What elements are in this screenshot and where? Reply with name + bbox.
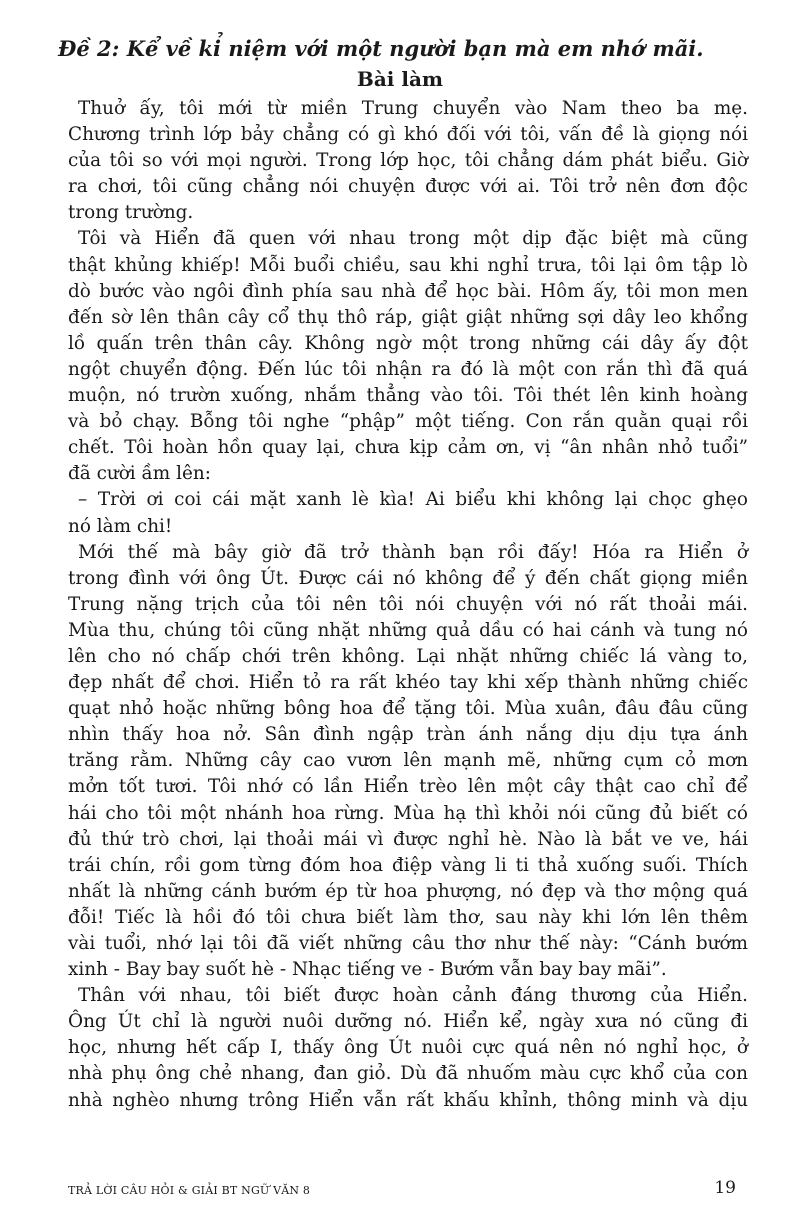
text-line: trong trường. (68, 202, 194, 224)
text-line: đã cười ầm lên: (68, 463, 211, 485)
text-line: đến sờ lên thân cây cổ thụ thô ráp, giật giật những sợi dây leo khổng (68, 306, 748, 328)
page-number: 19 (714, 1178, 736, 1198)
text-line: Mùa thu, chúng tôi cũng nhặt những quả dầu có hai cánh và tung nó (68, 619, 748, 641)
text-line: và bỏ chạy. Bỗng tôi nghe “phập” một tiếng. Con rắn quằn quại rồi (68, 411, 748, 433)
text-line: chết. Tôi hoàn hồn quay lại, chưa kịp cảm ơn, vị “ân nhân nhỏ tuổi” (68, 437, 748, 459)
text-line: nó làm chi! (68, 515, 173, 537)
text-line: đỗi! Tiếc là hồi đó tôi chưa biết làm thơ, sau này khi lớn lên thêm (68, 906, 748, 928)
text-line: Ông Út chỉ là người nuôi dưỡng nó. Hiển kể, ngày xưa nó cũng đi (68, 1011, 748, 1033)
answer-heading: Bài làm (356, 67, 444, 91)
text-line: trăng rằm. Những cây cao vươn lên mạnh mẽ, những cụm cỏ mơn (68, 750, 748, 772)
text-line: của tôi so với mọi người. Trong lớp học, tôi chẳng dám phát biểu. Giờ (68, 150, 748, 172)
text-line: nhìn thấy hoa nở. Sân đình ngập tràn ánh nắng dịu dịu tựa ánh (68, 724, 748, 746)
text-line: ngột chuyển động. Đến lúc tôi nhận ra đó là một con rắn thì đã quá (68, 358, 748, 380)
exercise-label: Đề 2: (58, 36, 127, 61)
text-line: hái cho tôi một nhánh hoa rừng. Mùa hạ thì khỏi nói cũng đủ biết có (68, 802, 748, 824)
text-line: trái chín, rồi gom từng đóm hoa điệp vàng li ti thả xuống suối. Thích (68, 854, 748, 876)
essay-body (68, 96, 748, 1114)
book-title: TRẢ LỜI CÂU HỎI & GIẢI BT NGỮ VĂN 8 (68, 1184, 311, 1197)
text-line: muộn, nó trườn xuống, nhắm thẳng vào tôi. Tôi thét lên kinh hoàng (68, 385, 748, 407)
text-line: trong đình với ông Út. Được cái nó không để ý đến chất giọng miền (68, 567, 748, 589)
page-footer (68, 1178, 736, 1202)
text-line: nhà nghèo nhưng trông Hiển vẫn rất khấu khỉnh, thông minh và dịu (68, 1089, 748, 1111)
text-line: Chương trình lớp bảy chẳng có gì khó đối với tôi, vấn đề là giọng nói (68, 124, 748, 146)
text-line: mởn tốt tươi. Tôi nhớ có lần Hiển trèo lên một cây thật cao chỉ để (68, 776, 748, 798)
text-line: – Trời ơi coi cái mặt xanh lè kìa! Ai biểu khi không lại chọc ghẹo (78, 489, 748, 511)
text-line: lên cho nó chấp chới trên không. Lại nhặt những chiếc lá vàng to, (68, 645, 748, 667)
text-line: quạt nhỏ hoặc những bông hoa để tặng tôi. Mùa xuân, đâu đâu cũng (68, 698, 748, 720)
text-line: xinh - Bay bay suốt hè - Nhạc tiếng ve - Bướm vẫn bay bay mãi”. (68, 959, 667, 981)
text-line: Tôi và Hiển đã quen với nhau trong một dịp đặc biệt mà cũng (78, 228, 748, 250)
exercise-heading (58, 34, 758, 64)
text-line: nhất là những cánh bướm ép từ hoa phượng, nó đẹp và thơ mộng quá (68, 880, 748, 902)
text-line: ra chơi, tôi cũng chẳng nói chuyện được với ai. Tôi trở nên đơn độc (68, 176, 748, 198)
text-line: Thân với nhau, tôi biết được hoàn cảnh đáng thương của Hiển. (78, 985, 748, 1007)
text-line: Trung nặng trịch của tôi nên tôi nói chuyện với nó rất thoải mái. (68, 593, 748, 615)
text-line: học, nhưng hết cấp I, thấy ông Út nuôi cực quá nên nó nghỉ học, ở (68, 1037, 748, 1059)
text-line: thật khủng khiếp! Mỗi buổi chiều, sau khi nghỉ trưa, tôi lại ôm tập lò (68, 254, 748, 276)
text-line: đẹp nhất để chơi. Hiển tỏ ra rất khéo tay khi xếp thành những chiếc (68, 672, 748, 694)
text-line: nhà phụ ông chẻ nhang, đan giỏ. Dù đã nhuốm màu cực khổ của con (68, 1063, 748, 1085)
text-line: đủ thứ trò chơi, lại thoải mái vì được nghỉ hè. Nào là bắt ve ve, hái (68, 828, 748, 850)
text-line: Mới thế mà bây giờ đã trở thành bạn rồi đấy! Hóa ra Hiển ở (78, 541, 748, 563)
text-line: vài tuổi, nhớ lại tôi đã viết những câu thơ như thế này: “Cánh bướm (68, 933, 748, 954)
text-line: dò bước vào ngôi đình phía sau nhà để học bài. Hôm ấy, tôi mon men (68, 280, 748, 302)
exercise-title: Kể về kỉ niệm với một người bạn mà em nhớ mãi. (126, 36, 704, 61)
text-line: lồ quấn trên thân cây. Không ngờ một trong những cái dây ấy đột (68, 332, 748, 354)
text-line: Thuở ấy, tôi mới từ miền Trung chuyển vào Nam theo ba mẹ. (78, 98, 748, 119)
